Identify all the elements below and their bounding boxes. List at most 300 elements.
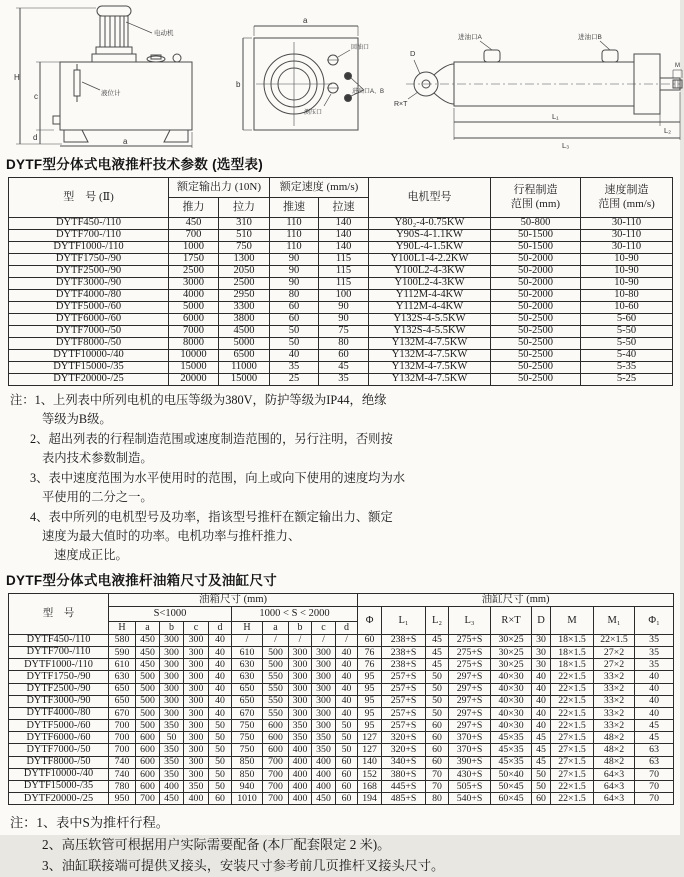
table-cell: 60: [336, 793, 358, 805]
table-cell: 50-2500: [491, 350, 581, 362]
table-cell: 300: [312, 707, 336, 719]
table-cell: 50: [209, 756, 232, 768]
table-cell: DYTF6000-/60: [9, 732, 109, 744]
end-view-drawing: [232, 0, 392, 150]
table-cell: 400: [160, 781, 184, 793]
motor-label: 电动机: [154, 30, 174, 37]
technical-drawings: [0, 0, 680, 150]
table-cell: 700: [169, 230, 219, 242]
table-cell: 22×1.5: [551, 695, 594, 707]
level-gauge-label: 液位计: [101, 90, 121, 97]
endview-dim-b: b: [236, 80, 241, 89]
table-cell: 30-110: [581, 242, 673, 254]
cylinder-drawing: [392, 0, 684, 150]
table-cell: 320+S: [382, 744, 426, 756]
note-line: 表内技术参数制造。: [42, 451, 153, 466]
table-cell: 500: [136, 671, 160, 683]
col-group-rated-speed: 额定速度 (mm/s): [270, 178, 369, 198]
table-cell: 48×2: [594, 744, 635, 756]
table-cell: 40: [270, 350, 319, 362]
table-cell: 10000: [169, 350, 219, 362]
table-row: [9, 732, 674, 744]
table-cell: 48×2: [594, 732, 635, 744]
table-cell: /: [232, 634, 263, 646]
table-cell: 40: [209, 671, 232, 683]
table-cell: 60: [426, 756, 449, 768]
table-row: [9, 781, 674, 793]
cyl-dim-l2: L₂: [664, 126, 672, 135]
table-cell: 650: [109, 683, 136, 695]
table-cell: 300: [160, 634, 184, 646]
table-cell: Y132S-4-5.5KW: [369, 314, 491, 326]
table-cell: 22×1.5: [551, 793, 594, 805]
table-cell: 140: [358, 756, 382, 768]
table-cell: 70: [635, 768, 674, 780]
table-cell: 510: [219, 230, 270, 242]
col-header-pull-force: 拉力: [219, 198, 270, 218]
table-cell: 300: [289, 707, 312, 719]
table-cell: 40: [209, 659, 232, 671]
table-cell: 140: [319, 230, 369, 242]
table-row: [9, 230, 673, 242]
table-cell: 380+S: [382, 768, 426, 780]
table-cell: 60: [270, 314, 319, 326]
table-cell: 115: [319, 254, 369, 266]
table-cell: 10-80: [581, 290, 673, 302]
table-cell: 4000: [169, 290, 219, 302]
table-cell: 350: [160, 744, 184, 756]
table-cell: 740: [109, 768, 136, 780]
table-cell: 700: [263, 781, 289, 793]
table-cell: 300: [184, 659, 209, 671]
table-cell: 45×35: [491, 732, 532, 744]
table-cell: 300: [184, 634, 209, 646]
table-cell: 600: [263, 720, 289, 732]
table-cell: 50: [270, 338, 319, 350]
table-cell: 10-90: [581, 254, 673, 266]
table-cell: 27×1.5: [551, 756, 594, 768]
table-cell: 500: [136, 707, 160, 719]
table-cell: 5000: [219, 338, 270, 350]
table-cell: 50: [209, 732, 232, 744]
table-cell: 600: [136, 768, 160, 780]
col-header-push-speed: 推速: [270, 198, 319, 218]
table-cell: 300: [312, 695, 336, 707]
table-cell: 300: [312, 671, 336, 683]
table-cell: 450: [136, 659, 160, 671]
table-cell: 350: [160, 720, 184, 732]
table-cell: 60: [270, 302, 319, 314]
table-cell: 60×45: [491, 793, 532, 805]
table-cell: 3800: [219, 314, 270, 326]
table-cell: 30×25: [491, 646, 532, 658]
table-row: [9, 242, 673, 254]
note-line: 3、表中速度范围为水平使用时的范围，向上或向下使用的速度均为水: [30, 470, 406, 485]
table-cell: 4500: [219, 326, 270, 338]
table-cell: 257+S: [382, 720, 426, 732]
table-row: [9, 374, 673, 386]
table-cell: DYTF1750-/90: [9, 671, 109, 683]
table-cell: 110: [270, 230, 319, 242]
table-cell: 600: [136, 732, 160, 744]
table-cell: 75: [319, 326, 369, 338]
table-cell: 300: [184, 683, 209, 695]
table-cell: 45: [635, 720, 674, 732]
col-subgroup-s-lt-1000: S<1000: [109, 606, 232, 621]
table-cell: 630: [232, 659, 263, 671]
table-cell: 50-800: [491, 218, 581, 230]
table-cell: 40: [336, 683, 358, 695]
table-cell: 300: [289, 695, 312, 707]
table-cell: 115: [319, 278, 369, 290]
section1-title: DYTF型分体式电液推杆技术参数 (选型表): [6, 157, 264, 172]
table-row: [9, 350, 673, 362]
table-cell: 100: [319, 290, 369, 302]
table-cell: 450: [136, 646, 160, 658]
col-header-m1: M₁: [594, 606, 635, 634]
table-cell: DYTF20000-/25: [9, 374, 169, 386]
table-cell: 33×2: [594, 671, 635, 683]
table-row: [9, 671, 674, 683]
table-cell: Y132M-4-7.5KW: [369, 350, 491, 362]
table-row: [9, 266, 673, 278]
table-cell: 152: [358, 768, 382, 780]
table-cell: 18×1.5: [551, 659, 594, 671]
table-cell: 50: [336, 720, 358, 732]
table-cell: 95: [358, 707, 382, 719]
table-cell: 40×30: [491, 720, 532, 732]
table-cell: 60: [336, 781, 358, 793]
table-cell: 300: [160, 646, 184, 658]
table-cell: 780: [109, 781, 136, 793]
table-cell: 90: [319, 302, 369, 314]
table-cell: 18×1.5: [551, 634, 594, 646]
table-cell: 45: [532, 744, 551, 756]
table-cell: 650: [109, 695, 136, 707]
table-cell: /: [263, 634, 289, 646]
table-row: [9, 254, 673, 266]
section2-notes: [8, 812, 680, 876]
table-cell: 300: [184, 744, 209, 756]
table-cell: 10-60: [581, 302, 673, 314]
table-cell: 300: [312, 683, 336, 695]
table-cell: 400: [312, 781, 336, 793]
table-row: [9, 326, 673, 338]
table-cell: 300: [184, 707, 209, 719]
table-cell: 50: [426, 695, 449, 707]
table-cell: Y90L-4-1.5KW: [369, 242, 491, 254]
table-cell: DYTF3000-/90: [9, 278, 169, 290]
col-header-speed-range: 速度制造 范围 (mm/s): [581, 178, 673, 218]
table-cell: 650: [232, 695, 263, 707]
table-cell: 45: [532, 732, 551, 744]
table-cell: 22×1.5: [551, 707, 594, 719]
table-cell: 2050: [219, 266, 270, 278]
table-cell: 45×35: [491, 744, 532, 756]
table-cell: 300: [289, 659, 312, 671]
table-cell: 45: [532, 756, 551, 768]
table-cell: 297+S: [449, 720, 491, 732]
table-row: [9, 338, 673, 350]
table-cell: 50-2000: [491, 254, 581, 266]
table-cell: 70: [426, 768, 449, 780]
table-cell: 500: [136, 720, 160, 732]
col-header-phi: Φ: [358, 606, 382, 634]
table-cell: 33×2: [594, 707, 635, 719]
table-cell: 40: [209, 707, 232, 719]
section1-notes: [8, 391, 680, 566]
table-cell: 48×2: [594, 756, 635, 768]
table-cell: 550: [263, 671, 289, 683]
table-cell: 297+S: [449, 695, 491, 707]
table-cell: 350: [160, 756, 184, 768]
table-cell: 700: [109, 744, 136, 756]
pump-unit-drawing: [4, 0, 232, 150]
table-cell: 400: [312, 756, 336, 768]
col-header-d2: d: [209, 621, 232, 634]
table-row: [9, 634, 674, 646]
table-cell: 27×2: [594, 646, 635, 658]
table-cell: 5-40: [581, 350, 673, 362]
table-cell: Y112M-4-4KW: [369, 290, 491, 302]
table-cell: 70: [635, 793, 674, 805]
table-cell: 505+S: [449, 781, 491, 793]
cyl-port-b-label: 进油口B: [578, 34, 602, 41]
table-cell: 257+S: [382, 707, 426, 719]
table-cell: 35: [270, 362, 319, 374]
table-cell: 400: [289, 756, 312, 768]
table-cell: 300: [312, 646, 336, 658]
col-header-c: c: [184, 621, 209, 634]
cyl-dim-l3: L₃: [562, 141, 570, 150]
table-cell: 50-2500: [491, 374, 581, 386]
table-cell: 60: [426, 744, 449, 756]
endview-dim-a: a: [303, 16, 308, 25]
table-cell: 50-1500: [491, 230, 581, 242]
table-cell: 740: [109, 756, 136, 768]
table-cell: 3000: [169, 278, 219, 290]
table-cell: 80: [270, 290, 319, 302]
table-cell: 63: [635, 744, 674, 756]
table-cell: DYTF450-/110: [9, 634, 109, 646]
table-cell: 40: [532, 707, 551, 719]
spec-table-body: [9, 218, 673, 386]
table-cell: 50: [209, 744, 232, 756]
table-cell: 297+S: [449, 683, 491, 695]
table-cell: 64×3: [594, 793, 635, 805]
table-cell: 90: [319, 314, 369, 326]
col-group-cylinder-dims: 油缸尺寸 (mm): [358, 593, 674, 606]
table-cell: 10-90: [581, 266, 673, 278]
table-cell: 50-2000: [491, 302, 581, 314]
table-cell: 40×30: [491, 683, 532, 695]
table-cell: DYTF1000-/110: [9, 659, 109, 671]
table-cell: 600: [263, 732, 289, 744]
table-cell: 300: [184, 732, 209, 744]
table-cell: 300: [160, 659, 184, 671]
table-cell: 30×25: [491, 659, 532, 671]
table-cell: 850: [232, 756, 263, 768]
table-cell: 6500: [219, 350, 270, 362]
table-cell: /: [336, 634, 358, 646]
table-cell: 390+S: [449, 756, 491, 768]
table-cell: 485+S: [382, 793, 426, 805]
table-cell: 370+S: [449, 744, 491, 756]
table-cell: DYTF4000-/80: [9, 707, 109, 719]
table-cell: Y100L2-4-3KW: [369, 278, 491, 290]
table-cell: 300: [289, 671, 312, 683]
table-cell: 64×3: [594, 781, 635, 793]
table-cell: 33×2: [594, 695, 635, 707]
table-cell: /: [312, 634, 336, 646]
table-cell: 600: [263, 744, 289, 756]
table-cell: 60: [319, 350, 369, 362]
table-cell: 140: [319, 218, 369, 230]
table-cell: 95: [358, 683, 382, 695]
table-cell: 50: [426, 671, 449, 683]
table-cell: 40: [209, 695, 232, 707]
table-cell: 194: [358, 793, 382, 805]
table-cell: 550: [263, 695, 289, 707]
table-cell: 5-50: [581, 338, 673, 350]
table-cell: 40×30: [491, 695, 532, 707]
table-cell: 50: [426, 707, 449, 719]
table-cell: 50-2000: [491, 266, 581, 278]
table-cell: 90: [270, 278, 319, 290]
table-cell: 610: [232, 646, 263, 658]
table-row: [9, 314, 673, 326]
col-header-motor-model: 电机型号: [369, 178, 491, 218]
note-line: 2、高压软管可根据用户实际需要配备 (本厂配套限定 2 米)。: [42, 836, 391, 852]
table-cell: 5-60: [581, 314, 673, 326]
table-cell: 300: [184, 768, 209, 780]
table-cell: 22×1.5: [551, 720, 594, 732]
table-cell: 350: [184, 781, 209, 793]
table-cell: 400: [184, 793, 209, 805]
table-cell: 40: [635, 695, 674, 707]
cyl-port-a-label: 进油口A: [458, 34, 482, 41]
table-cell: Y132S-4-5.5KW: [369, 326, 491, 338]
table-cell: 850: [232, 768, 263, 780]
table-cell: 45: [426, 634, 449, 646]
table-cell: 20000: [169, 374, 219, 386]
dimension-table-body: [9, 634, 674, 805]
table-cell: 300: [160, 671, 184, 683]
table-cell: Y132M-4-7.5KW: [369, 338, 491, 350]
table-cell: 11000: [219, 362, 270, 374]
table-cell: 700: [263, 768, 289, 780]
note-line: 注：1、表中S为推杆行程。: [10, 815, 169, 831]
table-cell: DYTF700-/110: [9, 646, 109, 658]
table-cell: DYTF15000-/35: [9, 781, 109, 793]
table-cell: 45: [635, 732, 674, 744]
col-header-h: H: [109, 621, 136, 634]
table-cell: 27×1.5: [551, 732, 594, 744]
table-cell: 40: [209, 634, 232, 646]
col-header-c: c: [312, 621, 336, 634]
table-cell: 50-2500: [491, 338, 581, 350]
table-cell: 18×1.5: [551, 646, 594, 658]
table-cell: 115: [319, 266, 369, 278]
table-cell: 600: [136, 781, 160, 793]
table-cell: DYTF6000-/60: [9, 314, 169, 326]
table-row: [9, 218, 673, 230]
table-cell: 33×2: [594, 683, 635, 695]
table-cell: DYTF10000-/40: [9, 350, 169, 362]
table-cell: 400: [289, 768, 312, 780]
note-line: 4、表中所列的电机型号及功率，指该型号推杆在额定输出力、额定: [30, 509, 393, 524]
table-cell: 300: [312, 659, 336, 671]
spec-table: [8, 177, 673, 386]
table-cell: 300: [184, 695, 209, 707]
cyl-dim-l1: L₁: [552, 112, 559, 121]
table-cell: 40×30: [491, 707, 532, 719]
table-cell: 60: [336, 768, 358, 780]
table-cell: DYTF8000-/50: [9, 756, 109, 768]
table-cell: 35: [319, 374, 369, 386]
table-cell: DYTF15000-/35: [9, 362, 169, 374]
table-row: [9, 278, 673, 290]
table-cell: 238+S: [382, 659, 426, 671]
table-cell: 168: [358, 781, 382, 793]
table-cell: DYTF1750-/90: [9, 254, 169, 266]
table-cell: 550: [263, 707, 289, 719]
table-cell: 15000: [169, 362, 219, 374]
table-cell: 300: [184, 720, 209, 732]
table-cell: 2500: [169, 266, 219, 278]
table-cell: DYTF8000-/50: [9, 338, 169, 350]
table-cell: 40: [209, 683, 232, 695]
table-cell: 1010: [232, 793, 263, 805]
table-cell: 350: [289, 732, 312, 744]
table-cell: 30-110: [581, 218, 673, 230]
table-cell: 50: [160, 732, 184, 744]
table-cell: DYTF7000-/50: [9, 326, 169, 338]
col-header-model2: 型 号: [9, 593, 109, 634]
table-cell: DYTF3000-/90: [9, 695, 109, 707]
table-cell: DYTF2500-/90: [9, 683, 109, 695]
table-cell: 670: [232, 707, 263, 719]
table-cell: 550: [263, 683, 289, 695]
table-cell: 30: [532, 646, 551, 658]
table-cell: 35: [635, 659, 674, 671]
table-cell: 50: [209, 768, 232, 780]
table-row: [9, 659, 674, 671]
table-cell: 50: [270, 326, 319, 338]
col-group-rated-force: 额定输出力 (10N): [169, 178, 270, 198]
table-cell: 275+S: [449, 646, 491, 658]
table-cell: 275+S: [449, 634, 491, 646]
note-line: 速度成正比。: [54, 548, 128, 563]
table-cell: 50×45: [491, 781, 532, 793]
table-cell: 340+S: [382, 756, 426, 768]
cyl-dim-m: M: [675, 63, 680, 69]
table-cell: 40: [635, 671, 674, 683]
table-cell: 40: [336, 671, 358, 683]
table-cell: 22×1.5: [551, 671, 594, 683]
table-cell: 80: [426, 793, 449, 805]
table-cell: 6000: [169, 314, 219, 326]
table-cell: 50×40: [491, 768, 532, 780]
table-cell: 25: [270, 374, 319, 386]
table-cell: /: [289, 634, 312, 646]
table-cell: 45×35: [491, 756, 532, 768]
table-cell: 90: [270, 254, 319, 266]
table-cell: 40: [532, 671, 551, 683]
table-cell: 35: [635, 634, 674, 646]
table-cell: 5-50: [581, 326, 673, 338]
cyl-dim-rxt: R×T: [394, 101, 408, 108]
